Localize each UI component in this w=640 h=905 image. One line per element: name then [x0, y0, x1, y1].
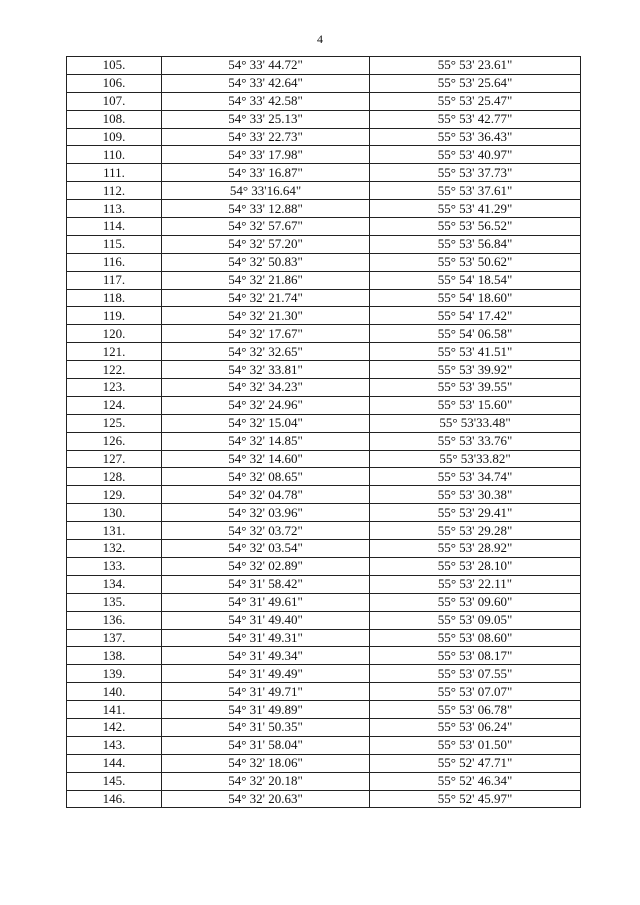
- longitude-cell: 55° 53' 01.50": [370, 736, 581, 754]
- coordinates-table-body: [67, 57, 581, 808]
- latitude-cell: 54° 33' 12.88": [162, 200, 370, 218]
- point-number-cell: 135.: [67, 593, 162, 611]
- table-row: [67, 289, 581, 307]
- longitude-cell: 55° 53' 25.47": [370, 92, 581, 110]
- table-row: [67, 57, 581, 75]
- table-row: [67, 522, 581, 540]
- longitude-cell: 55° 53' 29.28": [370, 522, 581, 540]
- longitude-cell: 55° 52' 46.34": [370, 772, 581, 790]
- latitude-cell: 54° 31' 49.49": [162, 665, 370, 683]
- longitude-cell: 55° 54' 17.42": [370, 307, 581, 325]
- latitude-cell: 54° 32' 03.72": [162, 522, 370, 540]
- latitude-cell: 54° 32' 14.60": [162, 450, 370, 468]
- latitude-cell: 54° 33' 42.64": [162, 74, 370, 92]
- longitude-cell: 55° 54' 18.54": [370, 271, 581, 289]
- point-number-cell: 131.: [67, 522, 162, 540]
- latitude-cell: 54° 33' 44.72": [162, 57, 370, 75]
- table-row: [67, 504, 581, 522]
- table-row: [67, 235, 581, 253]
- latitude-cell: 54° 32' 14.85": [162, 432, 370, 450]
- table-row: [67, 486, 581, 504]
- longitude-cell: 55° 53'33.82": [370, 450, 581, 468]
- point-number-cell: 120.: [67, 325, 162, 343]
- latitude-cell: 54° 33' 22.73": [162, 128, 370, 146]
- point-number-cell: 107.: [67, 92, 162, 110]
- point-number-cell: 126.: [67, 432, 162, 450]
- latitude-cell: 54° 32' 03.54": [162, 540, 370, 558]
- table-row: [67, 396, 581, 414]
- longitude-cell: 55° 53' 09.05": [370, 611, 581, 629]
- longitude-cell: 55° 53' 41.29": [370, 200, 581, 218]
- table-row: [67, 450, 581, 468]
- point-number-cell: 136.: [67, 611, 162, 629]
- latitude-cell: 54° 32' 57.67": [162, 218, 370, 236]
- point-number-cell: 112.: [67, 182, 162, 200]
- point-number-cell: 146.: [67, 790, 162, 808]
- table-row: [67, 701, 581, 719]
- latitude-cell: 54° 32' 34.23": [162, 379, 370, 397]
- point-number-cell: 127.: [67, 450, 162, 468]
- table-row: [67, 414, 581, 432]
- table-row: [67, 575, 581, 593]
- table-row: [67, 611, 581, 629]
- longitude-cell: 55° 53' 39.92": [370, 361, 581, 379]
- longitude-cell: 55° 53' 34.74": [370, 468, 581, 486]
- table-row: [67, 182, 581, 200]
- point-number-cell: 116.: [67, 253, 162, 271]
- latitude-cell: 54° 32' 33.81": [162, 361, 370, 379]
- longitude-cell: 55° 53' 29.41": [370, 504, 581, 522]
- latitude-cell: 54° 32' 02.89": [162, 557, 370, 575]
- longitude-cell: 55° 53' 07.07": [370, 683, 581, 701]
- point-number-cell: 119.: [67, 307, 162, 325]
- latitude-cell: 54° 31' 49.34": [162, 647, 370, 665]
- latitude-cell: 54° 33'16.64": [162, 182, 370, 200]
- table-row: [67, 164, 581, 182]
- latitude-cell: 54° 32' 08.65": [162, 468, 370, 486]
- latitude-cell: 54° 31' 50.35": [162, 718, 370, 736]
- point-number-cell: 143.: [67, 736, 162, 754]
- table-row: [67, 361, 581, 379]
- longitude-cell: 55° 53' 08.60": [370, 629, 581, 647]
- latitude-cell: 54° 32' 57.20": [162, 235, 370, 253]
- latitude-cell: 54° 33' 16.87": [162, 164, 370, 182]
- latitude-cell: 54° 32' 18.06": [162, 754, 370, 772]
- point-number-cell: 128.: [67, 468, 162, 486]
- latitude-cell: 54° 31' 49.89": [162, 701, 370, 719]
- point-number-cell: 114.: [67, 218, 162, 236]
- point-number-cell: 106.: [67, 74, 162, 92]
- latitude-cell: 54° 31' 58.04": [162, 736, 370, 754]
- point-number-cell: 139.: [67, 665, 162, 683]
- longitude-cell: 55° 53' 50.62": [370, 253, 581, 271]
- longitude-cell: 55° 53' 23.61": [370, 57, 581, 75]
- point-number-cell: 110.: [67, 146, 162, 164]
- latitude-cell: 54° 31' 49.31": [162, 629, 370, 647]
- point-number-cell: 125.: [67, 414, 162, 432]
- table-row: [67, 593, 581, 611]
- point-number-cell: 138.: [67, 647, 162, 665]
- latitude-cell: 54° 32' 17.67": [162, 325, 370, 343]
- table-row: [67, 790, 581, 808]
- latitude-cell: 54° 32' 20.18": [162, 772, 370, 790]
- point-number-cell: 117.: [67, 271, 162, 289]
- latitude-cell: 54° 32' 04.78": [162, 486, 370, 504]
- longitude-cell: 55° 53' 36.43": [370, 128, 581, 146]
- table-row: [67, 271, 581, 289]
- longitude-cell: 55° 53' 56.52": [370, 218, 581, 236]
- point-number-cell: 111.: [67, 164, 162, 182]
- table-row: [67, 379, 581, 397]
- longitude-cell: 55° 52' 47.71": [370, 754, 581, 772]
- longitude-cell: 55° 53' 15.60": [370, 396, 581, 414]
- point-number-cell: 118.: [67, 289, 162, 307]
- point-number-cell: 142.: [67, 718, 162, 736]
- point-number-cell: 129.: [67, 486, 162, 504]
- table-row: [67, 74, 581, 92]
- latitude-cell: 54° 33' 42.58": [162, 92, 370, 110]
- latitude-cell: 54° 32' 32.65": [162, 343, 370, 361]
- longitude-cell: 55° 53' 25.64": [370, 74, 581, 92]
- point-number-cell: 109.: [67, 128, 162, 146]
- table-row: [67, 647, 581, 665]
- latitude-cell: 54° 32' 50.83": [162, 253, 370, 271]
- longitude-cell: 55° 54' 18.60": [370, 289, 581, 307]
- longitude-cell: 55° 53' 07.55": [370, 665, 581, 683]
- longitude-cell: 55° 53' 28.10": [370, 557, 581, 575]
- latitude-cell: 54° 32' 21.86": [162, 271, 370, 289]
- latitude-cell: 54° 32' 21.30": [162, 307, 370, 325]
- point-number-cell: 141.: [67, 701, 162, 719]
- longitude-cell: 55° 53' 41.51": [370, 343, 581, 361]
- table-row: [67, 307, 581, 325]
- longitude-cell: 55° 53' 56.84": [370, 235, 581, 253]
- longitude-cell: 55° 53' 30.38": [370, 486, 581, 504]
- table-row: [67, 683, 581, 701]
- page-number: 4: [317, 32, 323, 46]
- latitude-cell: 54° 33' 25.13": [162, 110, 370, 128]
- point-number-cell: 144.: [67, 754, 162, 772]
- table-row: [67, 629, 581, 647]
- table-row: [67, 92, 581, 110]
- point-number-cell: 145.: [67, 772, 162, 790]
- longitude-cell: 55° 53' 39.55": [370, 379, 581, 397]
- point-number-cell: 113.: [67, 200, 162, 218]
- table-row: [67, 432, 581, 450]
- table-row: [67, 718, 581, 736]
- table-row: [67, 772, 581, 790]
- point-number-cell: 137.: [67, 629, 162, 647]
- point-number-cell: 108.: [67, 110, 162, 128]
- point-number-cell: 105.: [67, 57, 162, 75]
- point-number-cell: 115.: [67, 235, 162, 253]
- point-number-cell: 122.: [67, 361, 162, 379]
- latitude-cell: 54° 32' 03.96": [162, 504, 370, 522]
- point-number-cell: 123.: [67, 379, 162, 397]
- latitude-cell: 54° 32' 15.04": [162, 414, 370, 432]
- latitude-cell: 54° 32' 21.74": [162, 289, 370, 307]
- table-row: [67, 343, 581, 361]
- longitude-cell: 55° 53' 22.11": [370, 575, 581, 593]
- longitude-cell: 55° 53' 33.76": [370, 432, 581, 450]
- latitude-cell: 54° 31' 49.40": [162, 611, 370, 629]
- point-number-cell: 132.: [67, 540, 162, 558]
- table-row: [67, 754, 581, 772]
- longitude-cell: 55° 53' 40.97": [370, 146, 581, 164]
- table-row: [67, 128, 581, 146]
- longitude-cell: 55° 53' 09.60": [370, 593, 581, 611]
- latitude-cell: 54° 32' 24.96": [162, 396, 370, 414]
- longitude-cell: 55° 53' 06.24": [370, 718, 581, 736]
- point-number-cell: 130.: [67, 504, 162, 522]
- longitude-cell: 55° 53' 08.17": [370, 647, 581, 665]
- longitude-cell: 55° 54' 06.58": [370, 325, 581, 343]
- latitude-cell: 54° 31' 49.71": [162, 683, 370, 701]
- longitude-cell: 55° 53'33.48": [370, 414, 581, 432]
- longitude-cell: 55° 53' 37.61": [370, 182, 581, 200]
- table-row: [67, 540, 581, 558]
- table-row: [67, 146, 581, 164]
- table-row: [67, 110, 581, 128]
- table-row: [67, 253, 581, 271]
- latitude-cell: 54° 31' 58.42": [162, 575, 370, 593]
- point-number-cell: 133.: [67, 557, 162, 575]
- table-row: [67, 736, 581, 754]
- point-number-cell: 121.: [67, 343, 162, 361]
- latitude-cell: 54° 33' 17.98": [162, 146, 370, 164]
- point-number-cell: 134.: [67, 575, 162, 593]
- table-row: [67, 325, 581, 343]
- longitude-cell: 55° 53' 42.77": [370, 110, 581, 128]
- coordinates-table: [66, 56, 581, 808]
- point-number-cell: 140.: [67, 683, 162, 701]
- table-row: [67, 468, 581, 486]
- latitude-cell: 54° 31' 49.61": [162, 593, 370, 611]
- longitude-cell: 55° 53' 37.73": [370, 164, 581, 182]
- table-row: [67, 218, 581, 236]
- table-row: [67, 557, 581, 575]
- longitude-cell: 55° 53' 06.78": [370, 701, 581, 719]
- longitude-cell: 55° 52' 45.97": [370, 790, 581, 808]
- table-row: [67, 200, 581, 218]
- table-row: [67, 665, 581, 683]
- point-number-cell: 124.: [67, 396, 162, 414]
- latitude-cell: 54° 32' 20.63": [162, 790, 370, 808]
- longitude-cell: 55° 53' 28.92": [370, 540, 581, 558]
